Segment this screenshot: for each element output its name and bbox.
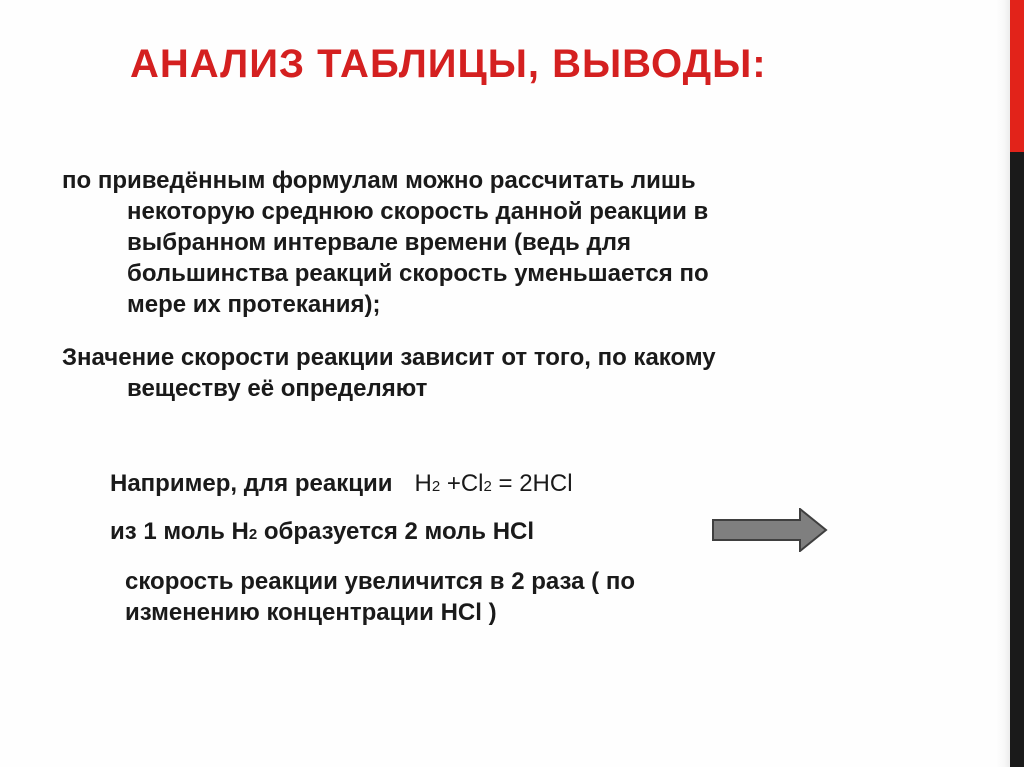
right-arrow-icon xyxy=(712,508,828,552)
formula-h: H xyxy=(414,470,432,497)
example-intro-line xyxy=(110,470,573,498)
paragraph-line: мере их протекания); xyxy=(127,291,381,318)
paragraph-rate-dependence xyxy=(62,342,902,404)
reaction-formula xyxy=(414,470,572,497)
paragraph-line: большинства реакций скорость уменьшается по xyxy=(127,260,709,287)
formula-cl-subscript: 2 xyxy=(483,478,492,495)
paragraph-line: выбранном интервале времени (ведь для xyxy=(127,229,631,256)
mole-text-pre: из 1 моль H xyxy=(110,518,249,545)
mole-h-subscript: 2 xyxy=(248,526,258,543)
paragraph-formulas xyxy=(62,165,902,320)
paragraph-line: по приведённым формулам можно рассчитать лишь xyxy=(62,167,696,194)
paragraph-line: Значение скорости реакции зависит от того, по какому xyxy=(62,344,716,371)
conclusion-line: изменению концентрации HCl ) xyxy=(125,599,497,626)
formula-product: = 2HCl xyxy=(491,470,573,497)
example-intro: Например, для реакции xyxy=(110,470,393,497)
conclusion-line: скорость реакции увеличится в 2 раза ( по xyxy=(125,568,635,595)
slide-title: АНАЛИЗ ТАБЛИЦЫ, ВЫВОДЫ: xyxy=(130,42,767,86)
formula-cl: +Cl xyxy=(440,470,484,497)
mole-text-post: образуется 2 моль HCl xyxy=(257,518,535,545)
example-mole-line xyxy=(110,518,534,546)
paragraph-line: веществу её определяют xyxy=(127,375,428,402)
side-accent-bar-dark xyxy=(1010,152,1024,767)
paragraph-line: некоторую среднюю скорость данной реакции в xyxy=(127,198,709,225)
side-accent-bar-red xyxy=(1010,0,1024,152)
formula-h-subscript: 2 xyxy=(431,478,441,495)
example-conclusion xyxy=(125,566,635,628)
